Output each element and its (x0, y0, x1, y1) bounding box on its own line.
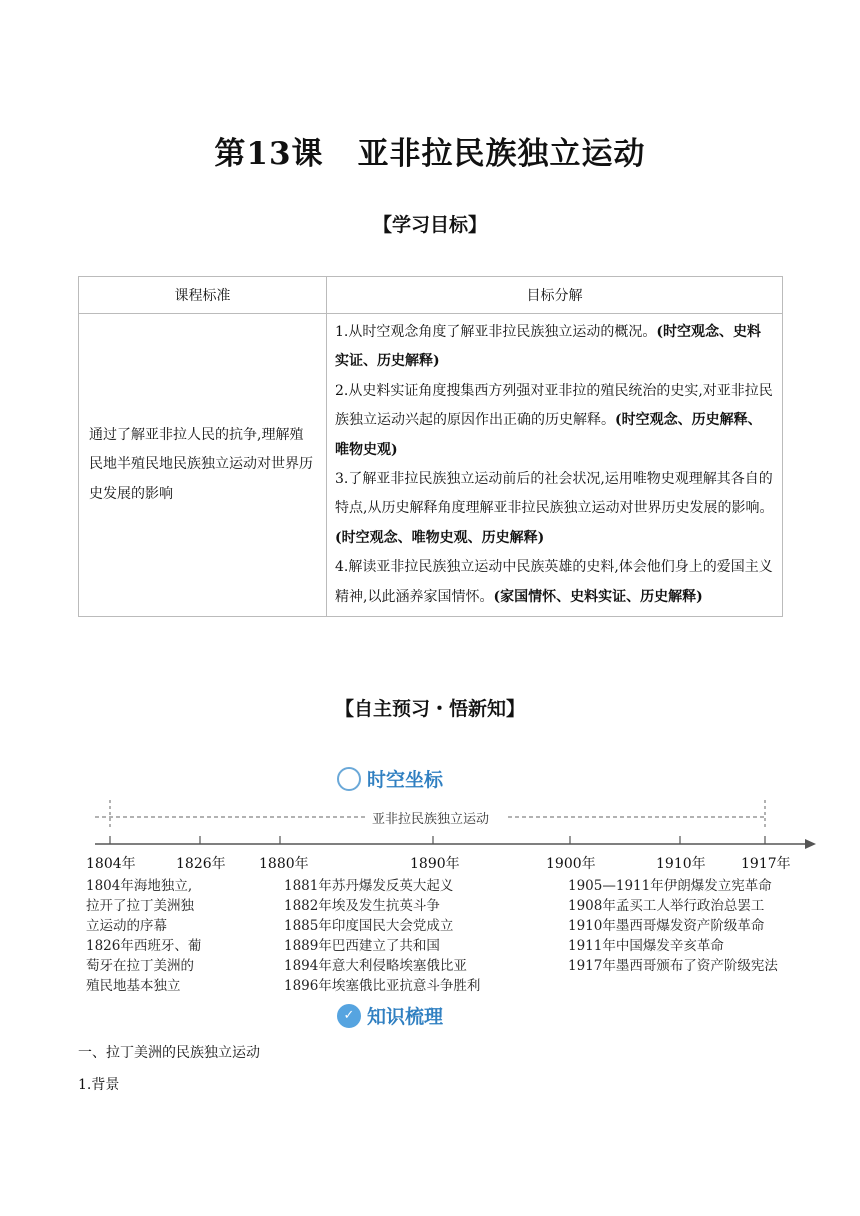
events-right: 1905—1911年伊朗爆发立宪革命 1908年孟买工人举行政治总罢工 1910年墨西哥爆发资产阶级革命 1911年中国爆发辛亥革命 1917年墨西哥颁布了资产阶级宪法 (568, 878, 778, 974)
lesson-topic: 亚非拉民族独立运动 (357, 136, 646, 172)
goal-item: 1.从时空观念角度了解亚非拉民族独立运动的概况。(时空观念、史料实证、历史解释) (335, 324, 761, 370)
part-heading: 一、拉丁美洲的民族独立运动 (78, 1045, 260, 1061)
year-label: 1804年 (86, 856, 136, 872)
timeline-heading: 时空坐标 (0, 765, 780, 793)
table-header-row (79, 277, 783, 314)
lesson-title (0, 128, 860, 173)
year-label: 1890年 (410, 856, 460, 872)
goals-heading: 【学习目标】 (372, 214, 487, 236)
goal-item: 4.解读亚非拉民族独立运动中民族英雄的史料,体会他们身上的爱国主义精神,以此涵养家国情怀。(家国情怀、史料实证、历史解释) (335, 559, 773, 605)
year-label: 1826年 (176, 856, 226, 872)
knowledge-heading: ✓ 知识梳理 (0, 1002, 780, 1030)
year-label: 1917年 (741, 856, 791, 872)
span-label: 亚非拉民族独立运动 (372, 812, 490, 827)
year-label: 1880年 (259, 856, 309, 872)
preview-heading: 【自主预习・悟新知】 (334, 698, 525, 720)
goals-table (78, 276, 783, 617)
header-standard: 课程标准 (79, 277, 327, 314)
goals-cell (327, 314, 783, 617)
check-icon: ✓ (337, 1004, 361, 1028)
events-mid: 1881年苏丹爆发反英大起义 1882年埃及发生抗英斗争 1885年印度国民大会党成立 1889年巴西建立了共和国 1894年意大利侵略埃塞俄比亚 1896年埃塞俄比亚抗意斗争胜利 (284, 878, 481, 994)
location-pin-icon (337, 767, 361, 791)
lesson-number: 第13课 (214, 136, 324, 172)
table-row (79, 314, 783, 617)
item-heading: 1.背景 (78, 1077, 120, 1093)
header-goals: 目标分解 (327, 277, 783, 314)
standard-cell: 通过了解亚非拉人民的抗争,理解殖民地半殖民地民族独立运动对世界历史发展的影响 (79, 314, 327, 617)
year-label: 1900年 (546, 856, 596, 872)
events-left: 1804年海地独立, 拉开了拉丁美洲独 立运动的序幕 1826年西班牙、葡 萄牙在拉丁美洲的 殖民地基本独立 (86, 878, 202, 994)
year-label: 1910年 (656, 856, 706, 872)
goal-item: 2.从史料实证角度搜集西方列强对亚非拉的殖民统治的史实,对亚非拉民族独立运动兴起的原因作出正确的历史解释。(时空观念、历史解释、唯物史观) (335, 382, 773, 458)
goal-item: 3.了解亚非拉民族独立运动前后的社会状况,运用唯物史观理解其各自的特点,从历史解释角度理解亚非拉民族独立运动对世界历史发展的影响。(时空观念、唯物史观、历史解释) (335, 470, 774, 546)
